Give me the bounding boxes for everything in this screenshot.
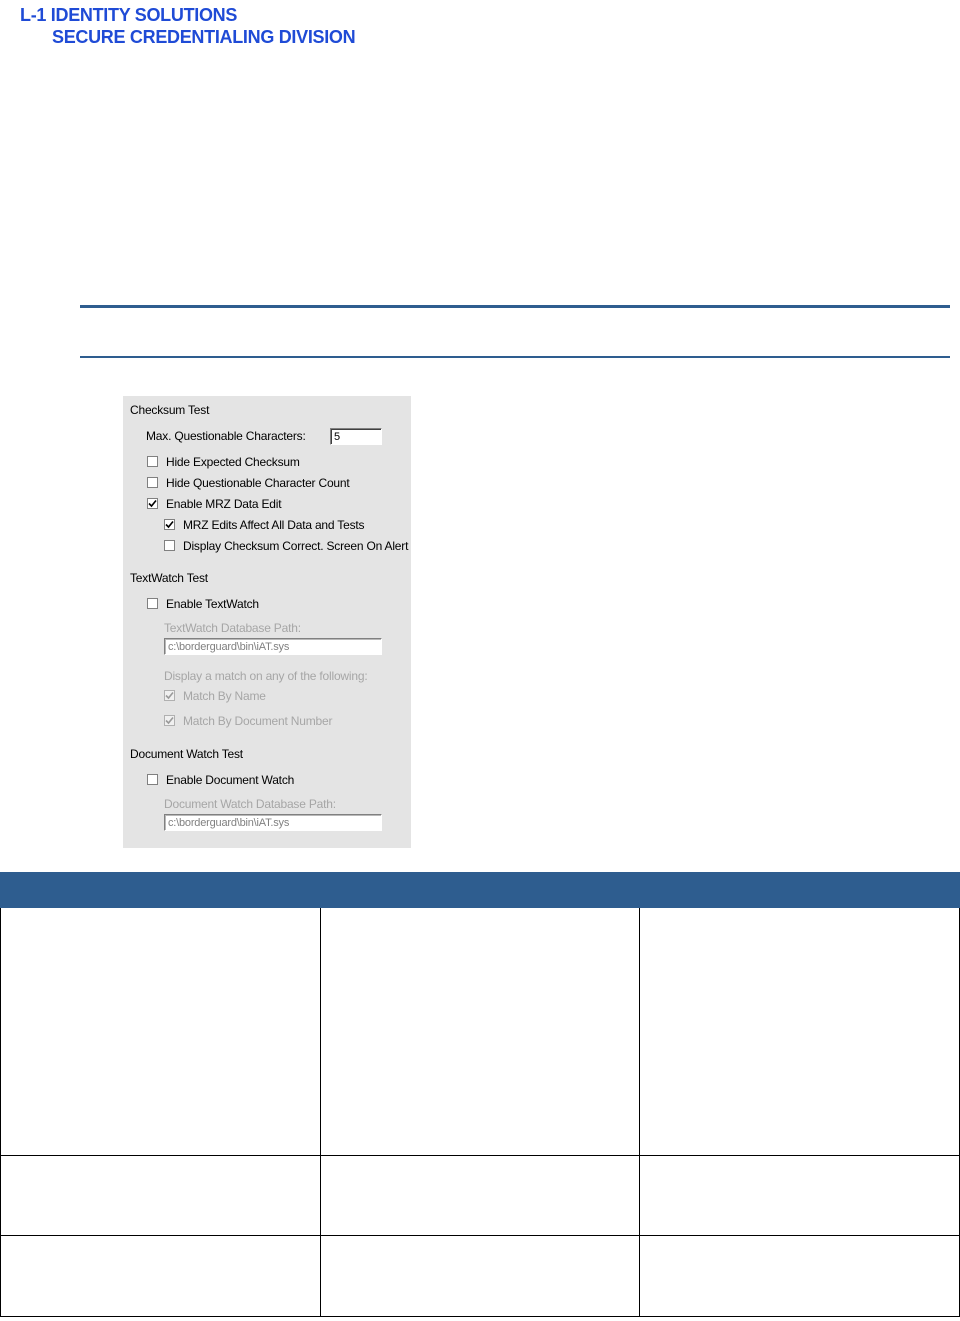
hide-expected-checkbox[interactable]	[147, 456, 158, 467]
settings-panel	[123, 396, 411, 848]
table-cell	[1, 1156, 321, 1236]
docwatch-path-label: Document Watch Database Path:	[164, 797, 336, 811]
match-display-label: Display a match on any of the following:	[164, 669, 368, 683]
display-correct-label: Display Checksum Correct. Screen On Alert	[183, 539, 409, 553]
checkmark-icon	[165, 716, 174, 725]
table-cell	[321, 1236, 640, 1317]
checkmark-icon	[165, 691, 174, 700]
match-by-name-label: Match By Name	[183, 689, 266, 703]
table-row	[1, 908, 960, 1156]
display-correct-checkbox[interactable]	[164, 540, 175, 551]
mrz-affect-checkbox[interactable]	[164, 519, 175, 530]
table-cell	[321, 1156, 640, 1236]
enable-textwatch-checkbox[interactable]	[147, 598, 158, 609]
max-questionable-input[interactable]: 5	[330, 428, 382, 445]
checkmark-icon	[165, 520, 174, 529]
textwatch-path-label: TextWatch Database Path:	[164, 621, 301, 635]
enable-mrz-label: Enable MRZ Data Edit	[166, 497, 282, 511]
table-cell	[1, 1236, 321, 1317]
table-header-cell	[1, 873, 321, 908]
docwatch-test-heading: Document Watch Test	[130, 747, 243, 761]
table-cell	[640, 908, 960, 1156]
table-header-row	[1, 873, 960, 908]
enable-textwatch-label: Enable TextWatch	[166, 597, 259, 611]
divider-bottom	[80, 356, 950, 358]
match-by-doc-checkbox[interactable]	[164, 715, 175, 726]
mrz-affect-label: MRZ Edits Affect All Data and Tests	[183, 518, 365, 532]
company-header	[20, 4, 355, 48]
table-header-cell	[321, 873, 640, 908]
enable-docwatch-label: Enable Document Watch	[166, 773, 295, 787]
company-name: L-1 IDENTITY SOLUTIONS	[20, 5, 238, 25]
data-table	[0, 872, 960, 1317]
checksum-test-heading: Checksum Test	[130, 403, 210, 417]
checkmark-icon	[148, 499, 157, 508]
table-cell	[640, 1236, 960, 1317]
table-row	[1, 1236, 960, 1317]
textwatch-test-heading: TextWatch Test	[130, 571, 208, 585]
hide-count-checkbox[interactable]	[147, 477, 158, 488]
division-name: SECURE CREDENTIALING DIVISION	[52, 27, 356, 47]
docwatch-path-input[interactable]: c:\borderguard\bin\iAT.sys	[164, 814, 382, 831]
table-header-cell	[640, 873, 960, 908]
enable-docwatch-checkbox[interactable]	[147, 774, 158, 785]
enable-mrz-checkbox[interactable]	[147, 498, 158, 509]
textwatch-path-input[interactable]: c:\borderguard\bin\iAT.sys	[164, 638, 382, 655]
hide-expected-label: Hide Expected Checksum	[166, 455, 300, 469]
table-cell	[1, 908, 321, 1156]
table-row	[1, 1156, 960, 1236]
table-cell	[640, 1156, 960, 1236]
hide-count-label: Hide Questionable Character Count	[166, 476, 350, 490]
match-by-doc-label: Match By Document Number	[183, 714, 333, 728]
match-by-name-checkbox[interactable]	[164, 690, 175, 701]
max-questionable-label: Max. Questionable Characters:	[146, 429, 306, 443]
divider-top	[80, 305, 950, 308]
table-cell	[321, 908, 640, 1156]
